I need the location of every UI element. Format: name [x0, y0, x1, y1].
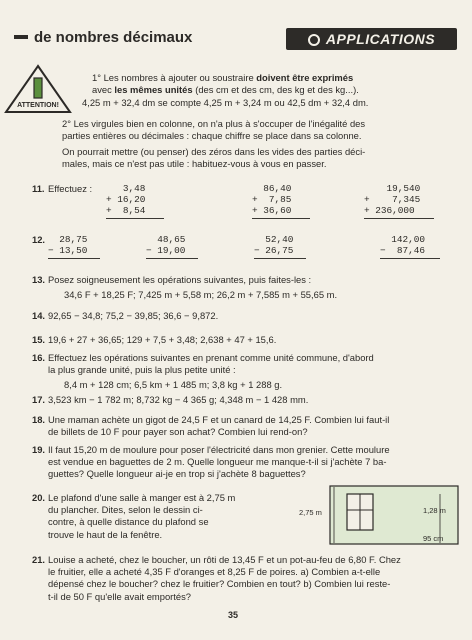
exercise-number: 11.: [32, 183, 45, 194]
exercise-number: 16.: [32, 352, 46, 363]
exercise-14: 92,65 − 34,8; 75,2 − 39,85; 36,6 − 9,872.: [48, 310, 219, 321]
rule-emphasis: doivent être exprimés: [256, 72, 354, 83]
difference-line: [48, 258, 100, 259]
subtraction-a: 28,75 − 13,50: [48, 234, 88, 256]
chapter-title: de nombres décimaux: [34, 28, 193, 46]
rule-paragraph-2: [62, 118, 462, 142]
addition-column-3: 19,540 + 7,345 + 236,000: [364, 183, 421, 216]
exercise-21: Louise a acheté, chez le boucher, un rôti de 13,45 F et un pot-au-feu de 6,80 F. Chez le fruitier, elle a acheté 4,35 F d'oranges et 8,25 F de poires. a) Combien a-t-elle dépensé chez le boucher? chez le fruitier? Combien en tout? b) Combien lui reste- t-il de 50 F qu'elle avait emportés?: [48, 554, 401, 602]
exercise-20: Le plafond d'une salle à manger est à 2,75 m du plancher. Dites, selon le dessin ci- contre, à quelle distance du plafond se trouve le haut de la fenêtre.: [48, 492, 236, 540]
exercise-number: 14.: [32, 310, 46, 321]
rule-number: 1°: [92, 72, 101, 83]
rule-text: (des cm et des cm, des kg et des kg...).: [195, 84, 359, 96]
rule-paragraph-1: [92, 72, 462, 96]
sum-line: [252, 218, 310, 219]
window-height-label: 1,28 m: [423, 506, 446, 515]
addition-column-2: 86,40 + 7,85 + 36,60: [252, 183, 292, 216]
difference-line: [380, 258, 440, 259]
attention-label: ATTENTION!: [17, 102, 59, 109]
exercise-16: Effectuez les opérations suivantes en prenant comme unité commune, d'abord la plus grande unité, puis la plus petite unité : 8,4 m + 128 cm; 6,5 km + 1 485 m; 3,8 kg + 1 288 g.: [48, 352, 374, 391]
sum-line: [106, 218, 164, 219]
badge-dot-icon: [308, 34, 320, 46]
header-dash: [14, 35, 28, 39]
exercise-number: 13.: [32, 274, 46, 285]
exercise-number: 20.: [32, 492, 46, 503]
applications-badge: [286, 28, 457, 50]
exercise-number: 15.: [32, 334, 46, 345]
exercise-18: Une maman achète un gigot de 24,5 F et un canard de 14,25 F. Combien lui faut-il de billets de 10 F pour payer son achat? Combien lui rend-on?: [48, 414, 390, 438]
subtraction-c: 52,40 − 26,75: [254, 234, 294, 256]
rule-paragraph-3: [62, 146, 462, 170]
rule-emphasis: les mêmes unités: [114, 84, 193, 96]
exercise-number: 12.: [32, 234, 46, 245]
exercise-number: 18.: [32, 414, 46, 425]
page-number: 35: [228, 610, 239, 620]
exercise-19: Il faut 15,20 m de moulure pour poser l'électricité dans mon grenier. Cette moulure est vendue en baguettes de 2 m. Quelle longueur me manque-t-il si j'achète 7 ba- guettes? Quelle longueur ai-je en trop si j'achète 8 baguettes?: [48, 444, 390, 480]
addition-column-1: 3,48 + 16,20 + 8,54: [106, 183, 146, 216]
exercise-13: Posez soigneusement les opérations suivantes, puis faites-les : 34,6 F + 18,25 F; 7,425 m + 5,58 m; 26,2 m + 7,585 m + 55,65 m.: [48, 274, 338, 301]
ceiling-height-label: 2,75 m: [299, 508, 322, 517]
difference-line: [146, 258, 198, 259]
exercise-17: 3,523 km − 1 782 m; 8,732 kg − 4 365 g; 4,348 m − 1 428 mm.: [48, 394, 309, 405]
rule-example: 4,25 m + 32,4 dm se compte 4,25 m + 3,24 m ou 42,5 dm + 32,4 dm.: [82, 97, 369, 108]
rule-line: males, mais ce n'est pas utile : habituez-vous à vous en passer.: [62, 158, 327, 170]
rule-line: 2° Les virgules bien en colonne, on n'a plus à s'occuper de l'inégalité des: [62, 118, 366, 129]
badge-label: APPLICATIONS: [325, 31, 436, 47]
rule-line: parties entières ou décimales : chaque chiffre se place dans sa colonne.: [62, 130, 362, 142]
exercise-15: 19,6 + 27 + 36,65; 129 + 7,5 + 3,48; 2,638 + 47 + 15,6.: [48, 334, 277, 345]
sill-height-label: 95 cm: [423, 534, 444, 543]
chapter-header: [14, 26, 192, 48]
rule-line: On pourrait mettre (ou penser) des zéros dans les vides des parties déci-: [62, 146, 366, 157]
rule-text: avec: [92, 84, 112, 96]
rule-text: Les nombres à ajouter ou soustraire: [103, 72, 254, 83]
exercise-number: 19.: [32, 444, 46, 455]
subtraction-d: 142,00 − 87,46: [380, 234, 426, 256]
subtraction-b: 48,65 − 19,00: [146, 234, 186, 256]
difference-line: [254, 258, 306, 259]
sum-line: [364, 218, 434, 219]
exercise-number: 17.: [32, 394, 46, 405]
exercise-label: Effectuez :: [48, 183, 93, 194]
exercise-number: 21.: [32, 554, 46, 565]
